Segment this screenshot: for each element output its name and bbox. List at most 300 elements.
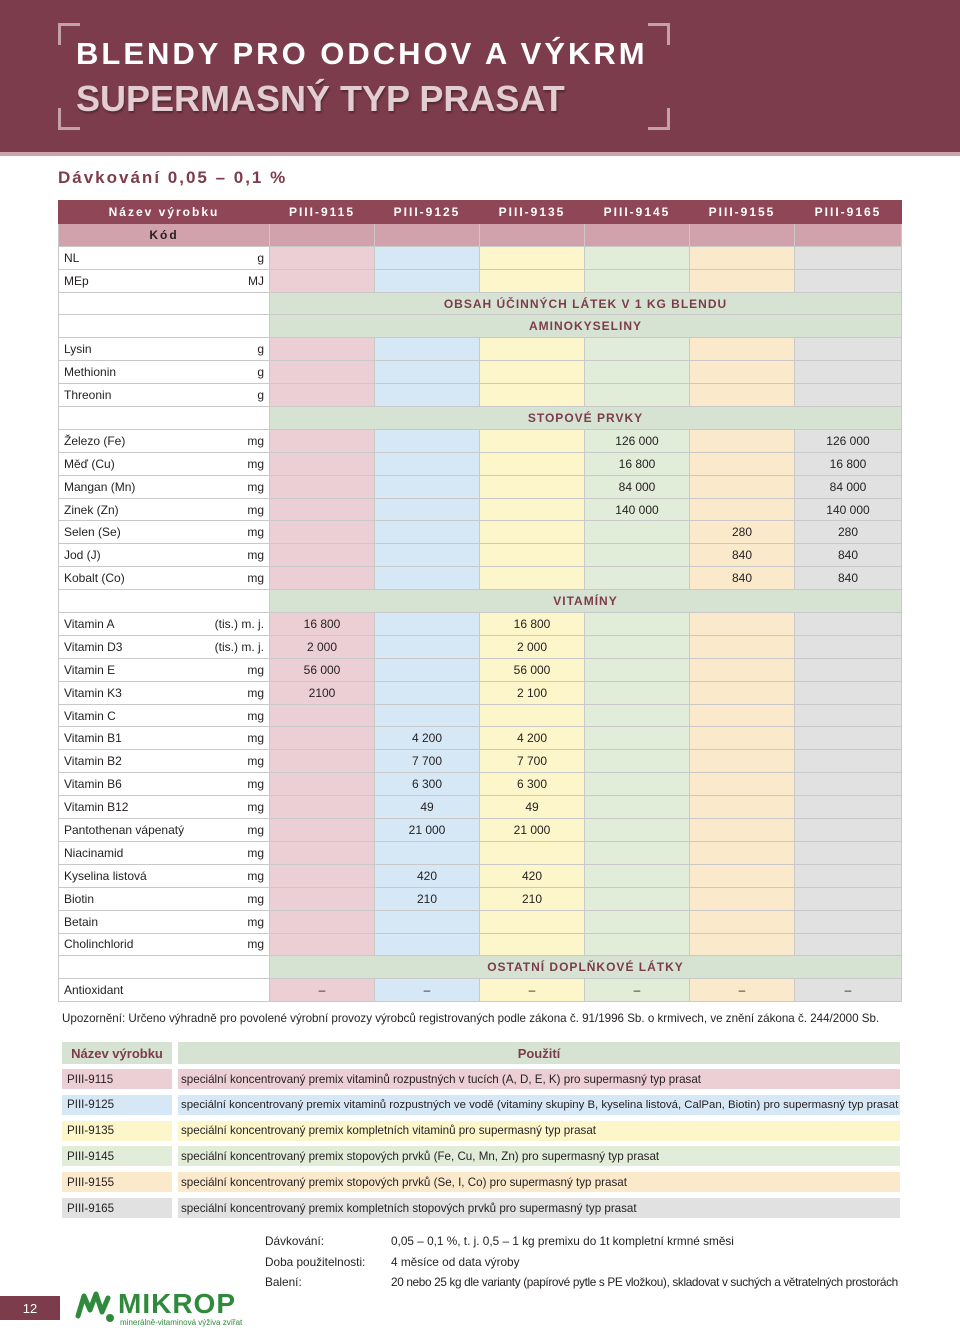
table-row	[59, 384, 902, 407]
row-label	[59, 635, 270, 658]
value-cell	[270, 933, 375, 956]
code-row	[59, 223, 902, 246]
value-cell	[270, 773, 375, 796]
value-cell: –	[480, 979, 585, 1002]
table-row	[59, 269, 902, 292]
column-header-product: PIII-9125	[375, 201, 480, 224]
column-header-product: PIII-9155	[690, 201, 795, 224]
nutrient-name: Vitamin B2	[64, 754, 122, 769]
value-cell	[585, 750, 690, 773]
nutrient-name: Antioxidant	[64, 983, 124, 998]
value-cell	[795, 246, 902, 269]
nutrient-unit: g	[257, 342, 264, 357]
value-cell	[480, 704, 585, 727]
value-cell	[480, 910, 585, 933]
legend-header-use: Použití	[178, 1042, 900, 1064]
value-cell: 16 800	[585, 452, 690, 475]
nutrient-unit: mg	[247, 456, 264, 471]
value-cell	[270, 429, 375, 452]
nutrient-unit: mg	[247, 571, 264, 586]
value-cell	[795, 933, 902, 956]
value-cell	[270, 452, 375, 475]
value-cell	[795, 361, 902, 384]
table-row	[59, 429, 902, 452]
value-cell	[270, 521, 375, 544]
value-cell	[690, 498, 795, 521]
row-label	[59, 613, 270, 636]
nutrient-unit: mg	[247, 731, 264, 746]
row-label	[59, 658, 270, 681]
nutrient-unit: MJ	[248, 273, 264, 288]
table-row	[59, 498, 902, 521]
table-row	[59, 887, 902, 910]
value-cell	[375, 246, 480, 269]
nutrient-unit: g	[257, 250, 264, 265]
nutrient-name: Vitamin K3	[64, 685, 122, 700]
value-cell	[690, 773, 795, 796]
value-cell	[690, 338, 795, 361]
value-cell	[270, 544, 375, 567]
legend-product-code: PIII-9165	[62, 1198, 172, 1218]
value-cell	[690, 887, 795, 910]
table-row	[59, 727, 902, 750]
value-cell: 21 000	[375, 819, 480, 842]
table-row	[59, 452, 902, 475]
value-cell: 420	[375, 864, 480, 887]
section-spacer	[59, 407, 270, 430]
value-cell	[375, 704, 480, 727]
table-row	[59, 567, 902, 590]
value-cell: –	[690, 979, 795, 1002]
value-cell	[795, 384, 902, 407]
value-cell	[795, 819, 902, 842]
value-cell: 4 200	[480, 727, 585, 750]
legend-product-code: PIII-9125	[62, 1095, 172, 1115]
page-title: BLENDY PRO ODCHOV A VÝKRM	[76, 36, 648, 71]
header-divider	[0, 152, 960, 156]
value-cell	[270, 361, 375, 384]
value-cell	[690, 246, 795, 269]
value-cell: 7 700	[480, 750, 585, 773]
value-cell	[585, 269, 690, 292]
row-label	[59, 933, 270, 956]
value-cell	[690, 269, 795, 292]
info-value: 0,05 – 0,1 %, t. j. 0,5 – 1 kg premixu do 1t kompletní krmné směsi	[391, 1234, 734, 1248]
value-cell: 2 000	[480, 635, 585, 658]
table-row	[59, 521, 902, 544]
value-cell	[795, 887, 902, 910]
column-header-product: PIII-9165	[795, 201, 902, 224]
value-cell	[585, 544, 690, 567]
value-cell: 84 000	[585, 475, 690, 498]
nutrient-name: Betain	[64, 914, 99, 929]
info-label: Balení:	[265, 1275, 302, 1289]
nutrient-unit: mg	[247, 845, 264, 860]
legend-product-description: speciální koncentrovaný premix vitaminů rozpustných v tucích (A, D, E, K) pro supermasný typ prasat	[178, 1069, 900, 1089]
value-cell	[270, 796, 375, 819]
value-cell: 2 000	[270, 635, 375, 658]
value-cell	[795, 613, 902, 636]
value-cell	[690, 727, 795, 750]
section-row	[59, 407, 902, 430]
row-label	[59, 475, 270, 498]
value-cell	[375, 658, 480, 681]
nutrient-unit: mg	[247, 891, 264, 906]
row-label	[59, 887, 270, 910]
value-cell	[480, 384, 585, 407]
value-cell	[375, 933, 480, 956]
section-spacer	[59, 956, 270, 979]
column-header-product: PIII-9115	[270, 201, 375, 224]
value-cell: –	[585, 979, 690, 1002]
value-cell	[585, 796, 690, 819]
value-cell	[270, 246, 375, 269]
value-cell	[375, 521, 480, 544]
row-label	[59, 498, 270, 521]
value-cell	[270, 864, 375, 887]
info-value: 4 měsíce od data výroby	[391, 1254, 520, 1269]
row-label	[59, 429, 270, 452]
code-cell	[270, 223, 375, 246]
value-cell	[795, 910, 902, 933]
row-label	[59, 384, 270, 407]
value-cell	[585, 567, 690, 590]
value-cell: 840	[690, 567, 795, 590]
section-heading: VITAMÍNY	[270, 590, 902, 613]
logo-wordmark: MIKROP	[118, 1288, 236, 1319]
table-row	[59, 475, 902, 498]
value-cell	[690, 681, 795, 704]
value-cell	[585, 773, 690, 796]
value-cell	[585, 338, 690, 361]
nutrient-name: Mangan (Mn)	[64, 479, 136, 494]
value-cell	[795, 796, 902, 819]
table-row	[59, 910, 902, 933]
legend-product-code: PIII-9115	[62, 1069, 172, 1089]
value-cell: 16 800	[480, 613, 585, 636]
mikrop-logo-icon	[74, 1286, 116, 1328]
value-cell	[795, 269, 902, 292]
row-label	[59, 544, 270, 567]
row-label	[59, 979, 270, 1002]
value-cell	[375, 498, 480, 521]
value-cell	[585, 841, 690, 864]
legend-product-description: speciální koncentrovaný premix kompletních stopových prvků pro supermasný typ prasat	[178, 1198, 900, 1218]
value-cell	[270, 269, 375, 292]
value-cell	[270, 819, 375, 842]
value-cell	[690, 796, 795, 819]
legend-product-description: speciální koncentrovaný premix stopových prvků (Se, I, Co) pro supermasný typ prasat	[178, 1172, 900, 1192]
value-cell	[480, 498, 585, 521]
nutrient-unit: mg	[247, 433, 264, 448]
value-cell: 49	[480, 796, 585, 819]
value-cell	[585, 613, 690, 636]
value-cell	[795, 681, 902, 704]
value-cell	[480, 841, 585, 864]
value-cell	[585, 819, 690, 842]
nutrient-name: Vitamin B1	[64, 731, 122, 746]
nutrient-unit: (tis.) m. j.	[214, 639, 264, 654]
value-cell	[690, 361, 795, 384]
value-cell	[480, 361, 585, 384]
value-cell	[480, 429, 585, 452]
value-cell	[585, 635, 690, 658]
value-cell	[375, 681, 480, 704]
table-row	[59, 933, 902, 956]
section-row	[59, 292, 902, 315]
table-row	[59, 635, 902, 658]
table-row	[59, 361, 902, 384]
nutrient-unit: mg	[247, 479, 264, 494]
value-cell	[480, 933, 585, 956]
value-cell: 2 100	[480, 681, 585, 704]
nutrient-name: Vitamin C	[64, 708, 116, 723]
value-cell	[690, 750, 795, 773]
value-cell: 2100	[270, 681, 375, 704]
value-cell	[690, 658, 795, 681]
page-number: 12	[0, 1296, 60, 1320]
value-cell: 4 200	[375, 727, 480, 750]
legend-product-code: PIII-9155	[62, 1172, 172, 1192]
table-row	[59, 681, 902, 704]
section-row	[59, 315, 902, 338]
row-label	[59, 681, 270, 704]
nutrient-unit: g	[257, 388, 264, 403]
nutrient-unit: mg	[247, 754, 264, 769]
code-cell	[585, 223, 690, 246]
value-cell: 280	[795, 521, 902, 544]
nutrient-name: MEp	[64, 273, 89, 288]
table-row	[59, 338, 902, 361]
value-cell	[585, 658, 690, 681]
value-cell: –	[375, 979, 480, 1002]
nutrient-unit: (tis.) m. j.	[214, 616, 264, 631]
value-cell	[375, 635, 480, 658]
row-label	[59, 841, 270, 864]
nutrient-name: Threonin	[64, 388, 112, 403]
value-cell	[795, 841, 902, 864]
nutrient-unit: mg	[247, 502, 264, 517]
section-row	[59, 590, 902, 613]
value-cell	[585, 681, 690, 704]
value-cell	[270, 841, 375, 864]
row-label	[59, 361, 270, 384]
value-cell	[795, 773, 902, 796]
value-cell: 126 000	[795, 429, 902, 452]
value-cell	[690, 910, 795, 933]
value-cell	[375, 361, 480, 384]
table-row	[59, 819, 902, 842]
value-cell: 420	[480, 864, 585, 887]
code-cell	[690, 223, 795, 246]
value-cell	[585, 521, 690, 544]
value-cell	[795, 704, 902, 727]
value-cell	[480, 544, 585, 567]
value-cell	[480, 269, 585, 292]
code-cell	[375, 223, 480, 246]
section-heading: OBSAH ÚČINNÝCH LÁTEK V 1 KG BLENDU	[270, 292, 902, 315]
value-cell	[690, 384, 795, 407]
legend-product-description: speciální koncentrovaný premix stopových prvků (Fe, Cu, Mn, Zn) pro supermasný typ prasat	[178, 1146, 900, 1166]
value-cell: 16 800	[795, 452, 902, 475]
row-label	[59, 269, 270, 292]
value-cell	[585, 933, 690, 956]
nutrient-name: Jod (J)	[64, 548, 101, 563]
legend-product-code: PIII-9145	[62, 1146, 172, 1166]
section-heading: OSTATNÍ DOPLŇKOVÉ LÁTKY	[270, 956, 902, 979]
value-cell: 21 000	[480, 819, 585, 842]
nutrient-name: Selen (Se)	[64, 525, 121, 540]
row-label	[59, 819, 270, 842]
code-label: Kód	[59, 223, 270, 246]
value-cell: 210	[375, 887, 480, 910]
info-label: Dávkování:	[265, 1234, 325, 1248]
table-row	[59, 704, 902, 727]
row-label	[59, 910, 270, 933]
value-cell	[270, 384, 375, 407]
nutrient-name: Vitamin D3	[64, 639, 123, 654]
value-cell	[690, 933, 795, 956]
nutrient-unit: mg	[247, 800, 264, 815]
value-cell	[585, 910, 690, 933]
dosage-heading: Dávkování 0,05 – 0,1 %	[58, 168, 288, 187]
column-header-name: Název výrobku	[59, 201, 270, 224]
value-cell	[585, 727, 690, 750]
value-cell	[795, 864, 902, 887]
nutrient-unit: mg	[247, 868, 264, 883]
legend-product-description: speciální koncentrovaný premix kompletních vitaminů pro supermasný typ prasat	[178, 1121, 900, 1141]
nutrient-name: Niacinamid	[64, 845, 124, 860]
value-cell	[585, 361, 690, 384]
value-cell: 6 300	[480, 773, 585, 796]
value-cell	[480, 521, 585, 544]
value-cell	[375, 567, 480, 590]
section-row	[59, 956, 902, 979]
value-cell	[795, 338, 902, 361]
nutrient-name: Methionin	[64, 365, 117, 380]
value-cell	[270, 498, 375, 521]
nutrient-name: Lysin	[64, 342, 92, 357]
composition-table	[58, 200, 902, 1002]
table-row	[59, 613, 902, 636]
corner-bracket	[648, 23, 670, 45]
nutrient-unit: mg	[247, 662, 264, 677]
value-cell	[690, 429, 795, 452]
value-cell	[375, 841, 480, 864]
value-cell	[690, 613, 795, 636]
mikrop-logo	[74, 1286, 254, 1330]
value-cell: 6 300	[375, 773, 480, 796]
table-row	[59, 979, 902, 1002]
value-cell	[690, 819, 795, 842]
row-label	[59, 338, 270, 361]
value-cell	[270, 727, 375, 750]
value-cell	[480, 246, 585, 269]
value-cell	[585, 246, 690, 269]
value-cell: 140 000	[585, 498, 690, 521]
nutrient-unit: mg	[247, 822, 264, 837]
info-label: Doba použitelnosti:	[265, 1254, 366, 1269]
nutrient-name: Vitamin A	[64, 616, 115, 631]
value-cell	[585, 704, 690, 727]
value-cell: 840	[795, 544, 902, 567]
nutrient-name: Železo (Fe)	[64, 433, 126, 448]
value-cell	[375, 544, 480, 567]
table-row	[59, 544, 902, 567]
value-cell	[270, 567, 375, 590]
nutrient-unit: g	[257, 365, 264, 380]
nutrient-unit: mg	[247, 525, 264, 540]
legend-header-name: Název výrobku	[62, 1042, 172, 1064]
value-cell: 56 000	[480, 658, 585, 681]
value-cell	[375, 384, 480, 407]
nutrient-name: Biotin	[64, 891, 95, 906]
value-cell	[270, 338, 375, 361]
nutrient-name: Vitamin B12	[64, 800, 129, 815]
value-cell	[375, 613, 480, 636]
value-cell: 840	[690, 544, 795, 567]
column-header-product: PIII-9135	[480, 201, 585, 224]
value-cell	[375, 452, 480, 475]
nutrient-unit: mg	[247, 708, 264, 723]
row-label	[59, 750, 270, 773]
row-label	[59, 521, 270, 544]
nutrient-name: Měď (Cu)	[64, 456, 115, 471]
value-cell	[480, 338, 585, 361]
value-cell	[690, 475, 795, 498]
value-cell	[585, 887, 690, 910]
value-cell	[375, 910, 480, 933]
nutrient-unit: mg	[247, 685, 264, 700]
value-cell	[270, 704, 375, 727]
info-value: 20 nebo 25 kg dle varianty (papírové pytle s PE vložkou), skladovat v suchých a větratelných prostorách	[391, 1275, 898, 1289]
nutrient-unit: mg	[247, 548, 264, 563]
nutrient-unit: mg	[247, 914, 264, 929]
nutrient-name: Vitamin B6	[64, 777, 122, 792]
nutrient-name: Cholinchlorid	[64, 937, 134, 952]
value-cell	[795, 635, 902, 658]
value-cell: 16 800	[270, 613, 375, 636]
row-label	[59, 773, 270, 796]
value-cell	[690, 841, 795, 864]
row-label	[59, 246, 270, 269]
table-row	[59, 246, 902, 269]
row-label	[59, 864, 270, 887]
value-cell: 56 000	[270, 658, 375, 681]
table-row	[59, 796, 902, 819]
value-cell	[270, 475, 375, 498]
table-row	[59, 841, 902, 864]
nutrient-name: Kyselina listová	[64, 868, 147, 883]
value-cell: 280	[690, 521, 795, 544]
nutrient-name: Kobalt (Co)	[64, 571, 125, 586]
logo-tagline: minerálně-vitaminová výživa zvířat	[120, 1318, 243, 1327]
value-cell: 140 000	[795, 498, 902, 521]
value-cell	[690, 452, 795, 475]
nutrient-name: Zinek (Zn)	[64, 502, 119, 517]
value-cell: –	[270, 979, 375, 1002]
legend-product-code: PIII-9135	[62, 1121, 172, 1141]
value-cell	[375, 269, 480, 292]
value-cell	[375, 475, 480, 498]
row-label	[59, 704, 270, 727]
value-cell: 49	[375, 796, 480, 819]
corner-bracket	[648, 108, 670, 130]
nutrient-name: NL	[64, 250, 80, 265]
table-header-row	[59, 201, 902, 224]
section-spacer	[59, 292, 270, 315]
value-cell	[585, 864, 690, 887]
